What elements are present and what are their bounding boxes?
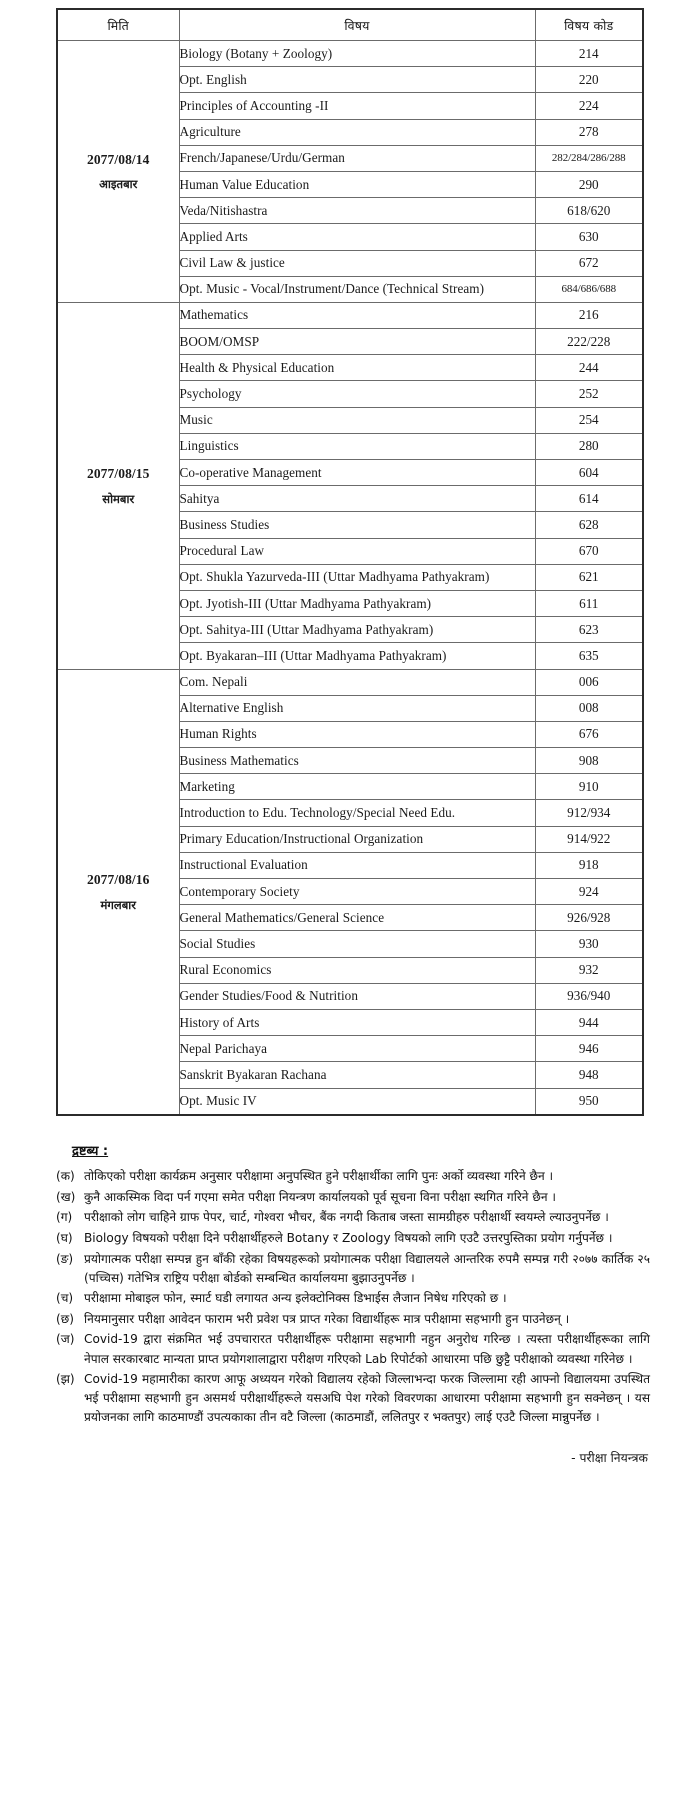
subject-name-cell: Procedural Law [179, 538, 535, 564]
note-item [50, 1370, 650, 1427]
note-marker: (झ) [56, 1372, 75, 1387]
subject-code-cell: 630 [535, 224, 643, 250]
subject-name-cell: History of Arts [179, 1009, 535, 1035]
subject-name-cell: Civil Law & justice [179, 250, 535, 276]
subject-code-cell: 908 [535, 748, 643, 774]
subject-code-cell: 930 [535, 931, 643, 957]
exam-date-value: 2077/08/15 [86, 466, 150, 482]
column-header-date: मिति [57, 9, 179, 41]
subject-code-cell: 282/284/286/288 [535, 145, 643, 171]
subject-code-cell: 278 [535, 119, 643, 145]
exam-date-value: 2077/08/16 [86, 872, 150, 888]
subject-code-cell: 244 [535, 355, 643, 381]
subject-code-cell: 635 [535, 643, 643, 669]
subject-code-cell: 008 [535, 695, 643, 721]
subject-name-cell: Mathematics [179, 302, 535, 328]
subject-code-cell: 926/928 [535, 905, 643, 931]
note-item [50, 1330, 650, 1368]
subject-name-cell: Primary Education/Instructional Organization [179, 826, 535, 852]
notes-list [50, 1167, 650, 1427]
table-row [57, 302, 643, 328]
subject-name-cell: Health & Physical Education [179, 355, 535, 381]
exam-date-cell [57, 669, 179, 1115]
exam-day-value: मंगलबार [100, 897, 136, 912]
table-row [57, 669, 643, 695]
subject-name-cell: Psychology [179, 381, 535, 407]
subject-code-cell: 290 [535, 171, 643, 197]
subject-code-cell: 611 [535, 590, 643, 616]
subject-code-cell: 280 [535, 433, 643, 459]
signature-line: - परीक्षा नियन्त्रक [571, 1451, 648, 1466]
subject-code-cell: 910 [535, 774, 643, 800]
note-marker: (ख) [56, 1189, 76, 1204]
subject-name-cell: Veda/Nitishastra [179, 198, 535, 224]
exam-date-value: 2077/08/14 [86, 152, 150, 168]
subject-code-cell: 006 [535, 669, 643, 695]
subject-code-cell: 224 [535, 93, 643, 119]
subject-name-cell: Business Studies [179, 512, 535, 538]
note-text: परीक्षामा मोबाइल फोन, स्मार्ट घडी लगायत अन्य इलेक्टोनिक्स डिभाईस लैजान निषेध गरिएको छ । [84, 1291, 507, 1306]
subject-code-cell: 950 [535, 1088, 643, 1115]
subject-name-cell: Opt. Sahitya-III (Uttar Madhyama Pathyakram) [179, 617, 535, 643]
note-text: तोकिएको परीक्षा कार्यक्रम अनुसार परीक्षामा अनुपस्थित हुने परीक्षार्थीका लागि पुनः अर्को व्यवस्था गरिने छैन । [84, 1169, 554, 1184]
subject-name-cell: General Mathematics/General Science [179, 905, 535, 931]
subject-name-cell: Alternative English [179, 695, 535, 721]
subject-code-cell: 254 [535, 407, 643, 433]
note-text: Covid-19 महामारीका कारण आफू अध्ययन गरेको विद्यालय रहेको जिल्लाभन्दा फरक जिल्लामा रही आफ्नो विद्यालयमा उपस्थित भई परीक्षामा सहभागी हुन असमर्थ परीक्षार्थीहरूले यसअघि पेश गरेको विवरणका आधारमा परीक्षामा सहभागी हुन सक्नेछन् । यस प्रयोजनका लागि काठमाण्डौं उपत्यकाका तीन वटै जिल्ला (काठमाडौं, ललितपुर र भक्तपुर) लाई एउटै जिल्ला मान्नुपर्नेछ । [84, 1372, 650, 1425]
subject-code-cell: 914/922 [535, 826, 643, 852]
note-marker: (ङ) [56, 1251, 74, 1266]
subject-name-cell: Music [179, 407, 535, 433]
table-head [57, 9, 643, 41]
column-header-code: विषय कोड [535, 9, 643, 41]
subject-name-cell: Applied Arts [179, 224, 535, 250]
note-item [50, 1208, 650, 1227]
note-marker: (घ) [56, 1231, 73, 1245]
table-row [57, 41, 643, 67]
subject-name-cell: Biology (Botany + Zoology) [179, 41, 535, 67]
subject-name-cell: French/Japanese/Urdu/German [179, 145, 535, 171]
subject-code-cell: 621 [535, 564, 643, 590]
subject-name-cell: Opt. English [179, 67, 535, 93]
notes-title: द्रष्टब्य : [72, 1143, 109, 1159]
subject-name-cell: Opt. Music - Vocal/Instrument/Dance (Technical Stream) [179, 276, 535, 302]
subject-name-cell: Human Value Education [179, 171, 535, 197]
subject-code-cell: 948 [535, 1062, 643, 1088]
subject-name-cell: Introduction to Edu. Technology/Special Need Edu. [179, 800, 535, 826]
subject-name-cell: Opt. Music IV [179, 1088, 535, 1115]
note-marker: (क) [56, 1169, 75, 1184]
subject-name-cell: Sahitya [179, 486, 535, 512]
subject-code-cell: 944 [535, 1009, 643, 1035]
exam-day-value: आइतबार [99, 177, 138, 192]
subject-code-cell: 924 [535, 879, 643, 905]
subject-name-cell: Business Mathematics [179, 748, 535, 774]
subject-code-cell: 222/228 [535, 329, 643, 355]
subject-code-cell: 670 [535, 538, 643, 564]
exam-schedule-table [56, 8, 644, 1116]
subject-name-cell: Com. Nepali [179, 669, 535, 695]
exam-day-value: सोमबार [102, 491, 135, 506]
subject-name-cell: BOOM/OMSP [179, 329, 535, 355]
subject-code-cell: 912/934 [535, 800, 643, 826]
subject-name-cell: Opt. Jyotish-III (Uttar Madhyama Pathyakram) [179, 590, 535, 616]
note-text: प्रयोगात्मक परीक्षा सम्पन्न हुन बाँकी रहेका विषयहरूको प्रयोगात्मक परीक्षा विद्यालयले आन्तरिक रुपमै सम्पन्न गरी २०७७ कार्तिक २५ (पच्चिस) गतेभित्र राष्ट्रिय परीक्षा बोर्डको सम्बन्धित कार्यालयमा बुझाउनुपर्नेछ । [84, 1251, 650, 1285]
subject-name-cell: Opt. Byakaran–III (Uttar Madhyama Pathyakram) [179, 643, 535, 669]
note-item [50, 1310, 650, 1329]
subject-code-cell: 918 [535, 852, 643, 878]
subject-code-cell: 628 [535, 512, 643, 538]
note-text: Biology विषयको परीक्षा दिने परीक्षार्थीहरुले Botany र Zoology विषयको लागि एउटै उत्तरपुस्तिका प्रयोग गर्नुपर्नेछ । [84, 1231, 613, 1245]
column-header-subject: विषय [179, 9, 535, 41]
subject-code-cell: 604 [535, 460, 643, 486]
subject-name-cell: Instructional Evaluation [179, 852, 535, 878]
subject-code-cell: 614 [535, 486, 643, 512]
notes-section [50, 1142, 650, 1428]
subject-code-cell: 618/620 [535, 198, 643, 224]
subject-name-cell: Gender Studies/Food & Nutrition [179, 983, 535, 1009]
table-body [57, 41, 643, 1115]
note-item [50, 1289, 650, 1308]
exam-date-cell [57, 41, 179, 303]
note-item [50, 1188, 650, 1207]
note-item [50, 1250, 650, 1288]
subject-code-cell: 932 [535, 957, 643, 983]
subject-code-cell: 946 [535, 1036, 643, 1062]
table-header-row [57, 9, 643, 41]
subject-code-cell: 936/940 [535, 983, 643, 1009]
subject-name-cell: Principles of Accounting -II [179, 93, 535, 119]
subject-name-cell: Rural Economics [179, 957, 535, 983]
subject-code-cell: 216 [535, 302, 643, 328]
subject-code-cell: 623 [535, 617, 643, 643]
subject-code-cell: 684/686/688 [535, 276, 643, 302]
subject-name-cell: Sanskrit Byakaran Rachana [179, 1062, 535, 1088]
subject-code-cell: 252 [535, 381, 643, 407]
subject-name-cell: Contemporary Society [179, 879, 535, 905]
subject-code-cell: 220 [535, 67, 643, 93]
subject-name-cell: Opt. Shukla Yazurveda-III (Uttar Madhyama Pathyakram) [179, 564, 535, 590]
note-text: परीक्षाको लाेग चाहिने ग्राफ पेपर, चार्ट, गोश्वरा भौचर, बैंक नगदी किताब जस्ता सामग्रीहरु परीक्षार्थी स्वयम्ले ल्याउनुपर्नेछ । [84, 1210, 609, 1225]
subject-name-cell: Linguistics [179, 433, 535, 459]
subject-name-cell: Social Studies [179, 931, 535, 957]
exam-date-cell [57, 302, 179, 669]
subject-name-cell: Nepal Parichaya [179, 1036, 535, 1062]
note-text: कुनै आकस्मिक विदा पर्न गएमा समेत परीक्षा नियन्त्रण कार्यालयको पूर्व सूचना विना परीक्षा स्थगित गरिने छैन । [84, 1189, 556, 1204]
subject-name-cell: Marketing [179, 774, 535, 800]
subject-code-cell: 676 [535, 721, 643, 747]
subject-name-cell: Co-operative Management [179, 460, 535, 486]
note-marker: (ग) [56, 1210, 73, 1225]
subject-code-cell: 672 [535, 250, 643, 276]
note-marker: (ज) [56, 1332, 75, 1347]
note-text: नियमानुसार परीक्षा आवेदन फाराम भरी प्रवेश पत्र प्राप्त गरेका विद्यार्थीहरू मात्र परीक्षामा सहभागी हुन पाउनेछन् । [84, 1311, 570, 1326]
subject-code-cell: 214 [535, 41, 643, 67]
note-item [50, 1229, 650, 1248]
note-item [50, 1167, 650, 1186]
subject-name-cell: Agriculture [179, 119, 535, 145]
note-text: Covid-19 द्वारा संक्रमित भई उपचारारत परीक्षार्थीहरू परीक्षामा सहभागी नहुन अनुरोध गरिन्छ । त्यस्ता परीक्षार्थीहरूका लागि नेपाल सरकारबाट मान्यता प्राप्त प्रयोगशालाद्वारा परीक्षण गरिएको Lab रिपोर्टको आधारमा पछि छुट्टै परीक्षाको व्यवस्था गरिनेछ । [84, 1332, 650, 1366]
subject-name-cell: Human Rights [179, 721, 535, 747]
note-marker: (छ) [56, 1311, 74, 1326]
note-marker: (च) [56, 1291, 74, 1306]
